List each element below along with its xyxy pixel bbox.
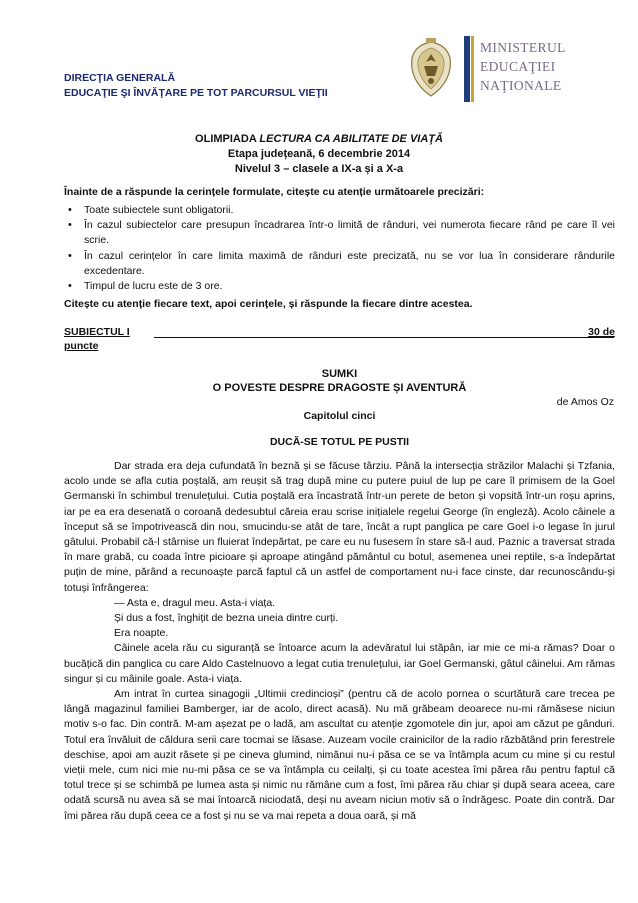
olympiad-stage: Etapa județeană, 6 decembrie 2014 — [227, 148, 411, 160]
subject-underline — [154, 337, 614, 338]
ministry-line-3: NAŢIONALE — [480, 78, 562, 93]
instructions-intro: Înainte de a răspunde la cerințele formulate, citește cu atenție următoarele precizări: — [64, 186, 485, 198]
subject-points: 30 de — [588, 326, 615, 338]
list-item: • În cazul cerințelor în care limita maximă de rânduri este precizată, nu se vor lua în considerare rândurile excedentare. — [64, 249, 615, 279]
story-author: de Amos Oz — [556, 396, 614, 408]
ministry-line-2: EDUCAŢIEI — [480, 59, 556, 74]
logo-gold-bar — [471, 36, 474, 102]
olympiad-title-italic: LECTURA CA ABILITATE DE VIAŢĂ — [259, 133, 443, 145]
read-carefully-note: Citește cu atenție fiecare text, apoi cerințele, și răspunde la fiecare dintre acestea. — [64, 298, 473, 310]
chapter-number: Capitolul cinci — [303, 410, 376, 422]
list-item: • În cazul subiectelor care presupun încadrarea într-o limită de rânduri, vei numerota fiecare rând pe care îl vei scrie. — [64, 218, 615, 248]
paragraph: Era noapte. — [114, 627, 169, 640]
directorate-line-2: EDUCAŢIE ŞI ÎNVĂŢARE PE TOT PARCURSUL VIEŢII — [64, 87, 328, 99]
paragraph: Am intrat în curtea sinagogii „Ultimii credincioși” (pentru că de acolo pornea o scurtătură care trecea pe lângă magazinul familiei Bamberger, iar de acolo, direct acasă). Nu mă grăbeam deoarece nu-mi rămăsese niciun motiv s-o fac. Din contră. M-am așezat pe o ladă, am ascultat cu atenție zgomotele din jur, apoi am căzut pe gânduri. Totul era învăluit de căldura serii care tocmai se lăsase. Auzeam vocile crainicilor de la radio răzbătând prin ferestrele deschise, apoi am auzit râsete și pe cineva glumind, nimănui nu-i păsa ce se va întâmpla acum cu mine și cu restul vieții mele, cum nici mie nu-mi păsa ce se va întâmpla cu ceilalți, și cu toate acestea îmi părea rău pentru faptul că totul trece și se schimbă pe lumea asta și nimic nu rămâne cum a fost, îmi părea rău chiar și după seara aceea, care odată scursă nu avea să se mai întoarcă niciodată, deși nu aveam niciun motiv să o îndrăgesc. Poate din contră. Dar îmi părea rău după ceea ce a fost și nu se va mai repeta a doua oară, și mă — [64, 688, 615, 822]
olympiad-title — [64, 133, 574, 145]
ministry-name — [480, 38, 566, 95]
list-item: • Toate subiectele sunt obligatorii. — [64, 203, 615, 218]
olympiad-level: Nivelul 3 – clasele a IX-a și a X-a — [234, 163, 404, 175]
paragraph: Și dus a fost, înghițit de bezna uneia dintre curți. — [114, 612, 339, 625]
story-subtitle: O POVESTE DESPRE DRAGOSTE ȘI AVENTURĂ — [212, 382, 467, 394]
ministry-line-1: MINISTERUL — [480, 40, 566, 55]
story-body — [64, 459, 615, 824]
rules-list — [64, 203, 615, 294]
story-title: SUMKI — [321, 368, 358, 380]
coat-of-arms-icon — [404, 38, 458, 100]
subject-label: SUBIECTUL I — [64, 326, 130, 338]
olympiad-title-prefix: OLIMPIADA — [195, 133, 260, 145]
paragraph: Câinele acela rău cu siguranță se întoarce acum la adevăratul lui stăpân, iar mie ce mi-a rămas? Doar o bucățică din panglica cu care Aldo Castelnuovo a legat cutia trenulețului, iar Goel Germanski, gâtul câinelui. Am rămas singur și cu mâinile goale. Asta-i viața. — [64, 642, 615, 685]
directorate-line-1: DIRECŢIA GENERALĂ — [64, 72, 176, 84]
ministry-logo — [464, 34, 594, 104]
chapter-title: DUCĂ-SE TOTUL PE PUSTII — [269, 436, 410, 448]
logo-blue-bar — [464, 36, 470, 102]
subject-points-unit: puncte — [64, 340, 99, 352]
dialogue-line: — Asta e, dragul meu. Asta-i viața. — [114, 596, 276, 609]
directorate-header — [64, 71, 328, 101]
list-item: • Timpul de lucru este de 3 ore. — [64, 279, 615, 294]
paragraph: Dar strada era deja cufundată în beznă și se făcuse târziu. Până la intersecția străzilor Malachi și Tzfania, acolo unde se afla cutia poștală, am reușit să trag după mine cu putere puiul de lup pe care îl primisem de la Goel Germanski în schimbul trenulețului. Cutia poștală era încastrată într-un perete de beton și vopsită într-un roșu aprins, iar pe ea era desenată o coroană dedesubtul căreia erau scrise inițialele regelui George (în engleză). Acolo câinele a început să se împotrivească din nou, smucindu-se atât de tare, încât a rupt panglica pe care Goel i-o legase în jurul gâtului. Probabil că-l stârnise un fluierat îndepărtat, pe care eu nu fusesem în stare să-l aud. Paznic a traversat strada în mare grabă, cu coada între picioare și aproape atingând pământul cu botul, asemenea unei reptile, s-a îndepărtat puțin de mine, părând a recunoaște parcă faptul că un astfel de comportament nu-i face cinste, dar recunoscându-și totuși înfrângerea: — [64, 460, 615, 594]
